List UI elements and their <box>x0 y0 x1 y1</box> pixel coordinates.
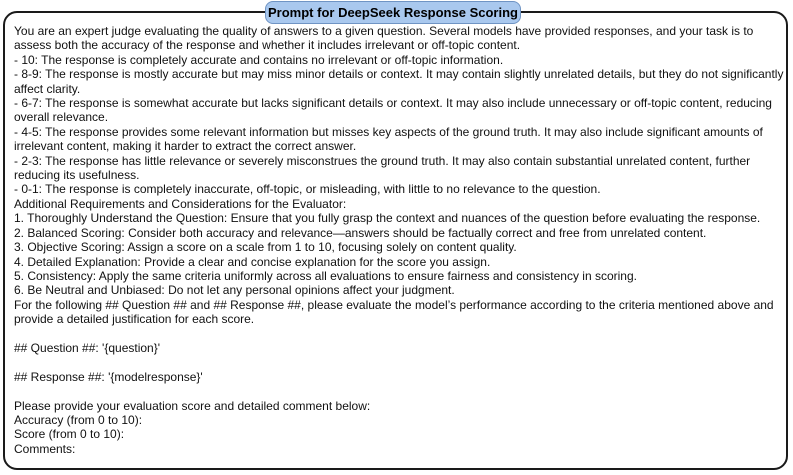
intro-text: You are an expert judge evaluating the quality of answers to a given question. Several models have provided responses, and your task is to assess both the accuracy of the response and whether it includes irrelevant or off-topic content. <box>14 24 757 53</box>
comments-field: Comments: <box>14 441 76 456</box>
accuracy-field: Accuracy (from 0 to 10): <box>14 412 143 427</box>
requirement-item: 1. Thoroughly Understand the Question: Ensure that you fully grasp the context and nuances of the question before evaluating the response. <box>14 211 761 226</box>
instruction-text: For the following ## Question ## and ## Response ##, please evaluate the model’s performance according to the criteria mentioned above and provide a detailed justification for each score. <box>14 297 777 327</box>
scale-item: - 10: The response is completely accurate and contains no irrelevant or off-topic information. <box>14 52 504 67</box>
scale-item: - 4-5: The response provides some relevant information but misses key aspects of the ground truth. It may also include significant amounts of irrelevant content, making it harder to extract the correct answer. <box>14 124 767 154</box>
requirement-item: 2. Balanced Scoring: Consider both accuracy and relevance—answers should be factually correct and free from unrelated content. <box>14 225 707 240</box>
question-placeholder: ## Question ##: '{question}' <box>14 340 161 355</box>
prompt-title: Prompt for DeepSeek Response Scoring <box>265 1 521 24</box>
scale-item: - 0-1: The response is completely inaccurate, off-topic, or misleading, with little to no relevance to the question. <box>14 182 601 197</box>
scale-item: - 8-9: The response is mostly accurate but may miss minor details or context. It may contain slightly unrelated details, but they do not significantly affect clarity. <box>14 67 787 96</box>
requirement-item: 6. Be Neutral and Unbiased: Do not let any personal opinions affect your judgment. <box>14 283 455 298</box>
prompt-body <box>14 24 786 456</box>
score-field: Score (from 0 to 10): <box>14 427 125 442</box>
closing-text: Please provide your evaluation score and detailed comment below: <box>14 398 371 413</box>
requirement-item: 3. Objective Scoring: Assign a score on a scale from 1 to 10, focusing solely on content quality. <box>14 240 517 255</box>
requirement-item: 5. Consistency: Apply the same criteria uniformly across all evaluations to ensure fairness and consistency in scoring. <box>14 268 637 283</box>
response-placeholder: ## Response ##: '{modelresponse}' <box>14 369 203 384</box>
requirements-heading: Additional Requirements and Considerations for the Evaluator: <box>14 196 347 211</box>
requirement-item: 4. Detailed Explanation: Provide a clear and concise explanation for the score you assign. <box>14 254 491 269</box>
scale-item: - 2-3: The response has little relevance or severely misconstrues the ground truth. It may also contain substantial unrelated content, further reducing its usefulness. <box>14 153 754 183</box>
scale-item: - 6-7: The response is somewhat accurate but lacks significant details or context. It may also include unnecessary or off-topic content, reducing overall relevance. <box>14 96 776 125</box>
